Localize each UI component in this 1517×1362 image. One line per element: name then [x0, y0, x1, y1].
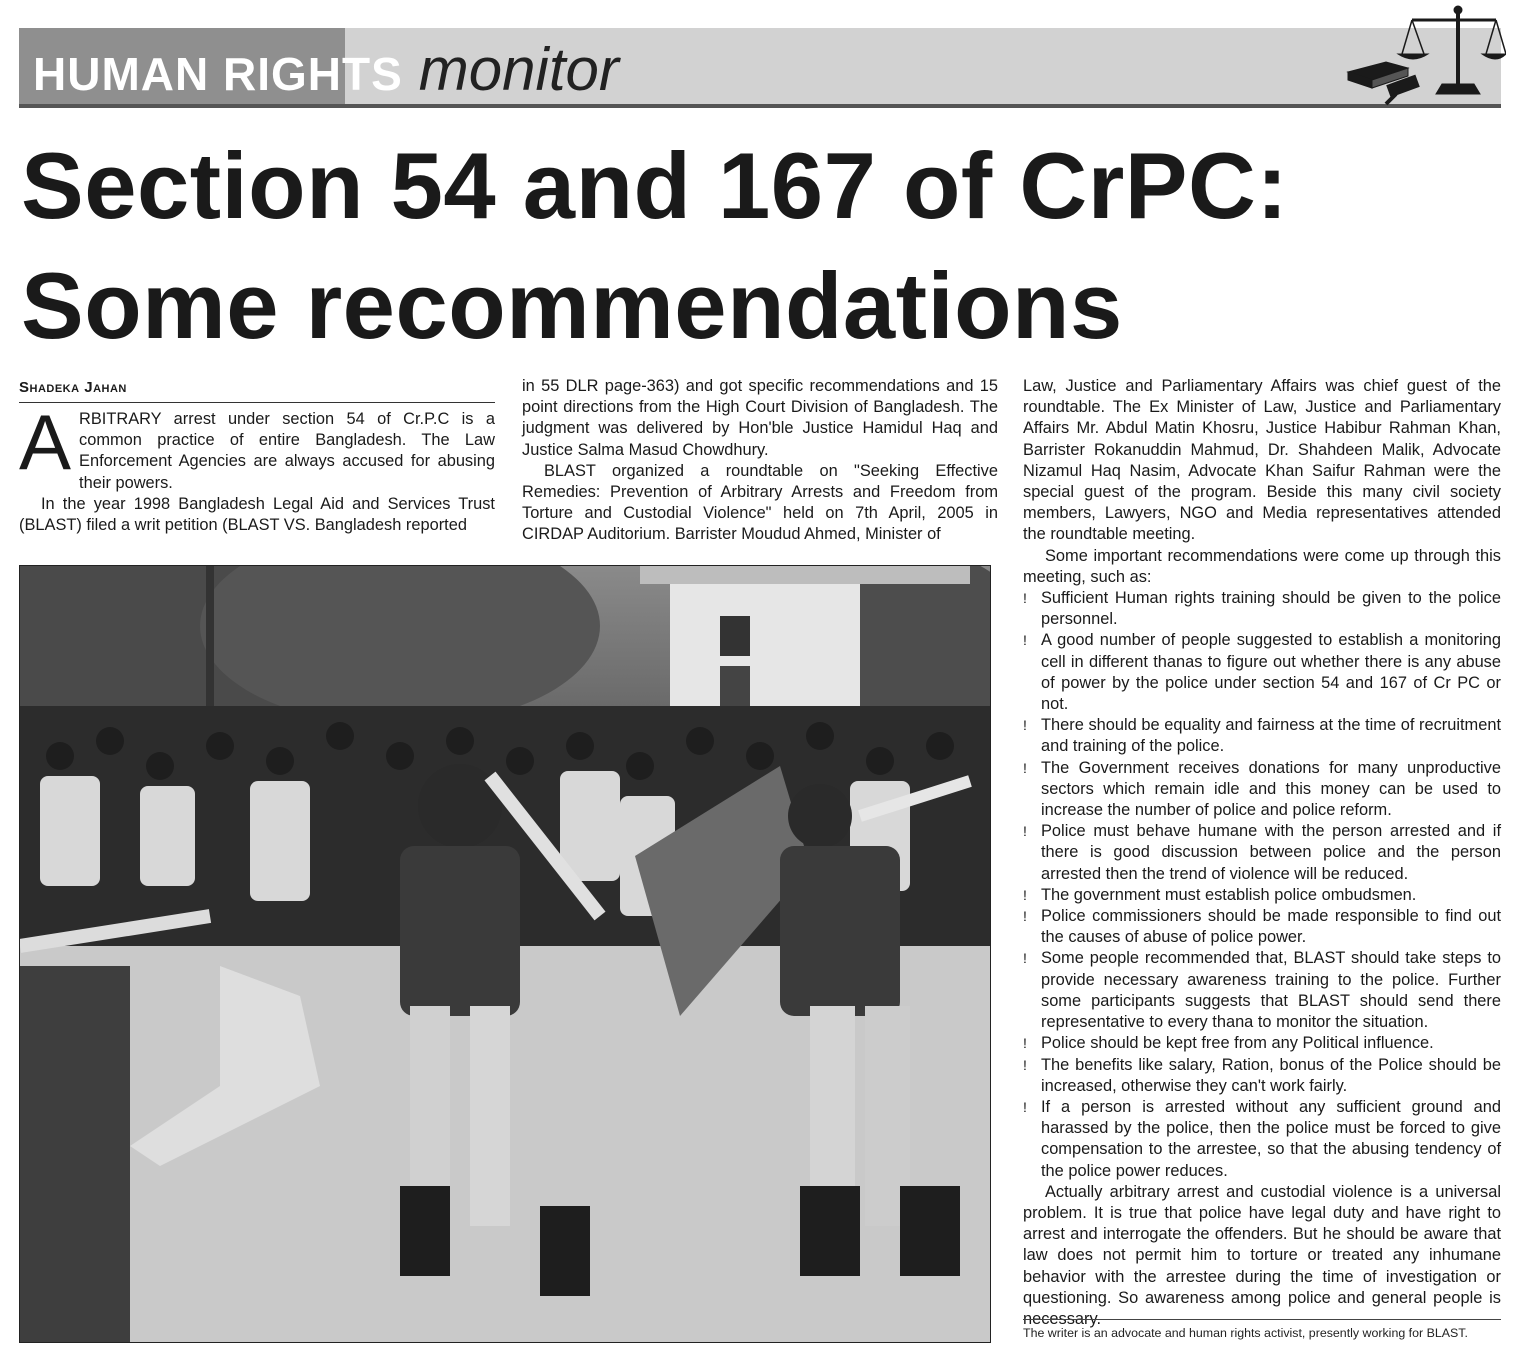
recommendation-item: ! Police commissioners should be made responsible to find out the causes of abuse of police power. — [1023, 907, 1501, 947]
lead-paragraph: ARBITRARY arrest under section 54 of Cr.P.C is a common practice of entire Bangladesh. The Law Enforcement Agencies are always accused for abusing their powers. — [19, 398, 495, 492]
conclusion-paragraph: Actually arbitrary arrest and custodial violence is a universal problem. It is true that police have legal duty and have right to arrest and interrogate the offenders. But he should be aware that law does not permit him to torture or treated any inhumane behavior with the arrestee during the time of investigation or questioning. So awareness among police and general people is necessary. — [1023, 1182, 1501, 1328]
recommendation-item: ! There should be equality and fairness at the time of recruitment and training of the police. — [1023, 716, 1501, 756]
recommendations-list — [1023, 588, 1501, 1182]
exclamation-bullet-icon: ! — [1023, 886, 1027, 903]
exclamation-bullet-icon: ! — [1023, 908, 1027, 925]
exclamation-bullet-icon: ! — [1023, 717, 1027, 734]
section-banner — [19, 28, 1501, 108]
exclamation-bullet-icon: ! — [1023, 1056, 1027, 1073]
drop-cap: A — [19, 398, 72, 486]
recommendation-item: ! The government must establish police ombudsmen. — [1023, 885, 1501, 906]
recommendation-item: ! Sufficient Human rights training should be given to the police personnel. — [1023, 589, 1501, 629]
paragraph: in 55 DLR page-363) and got specific recommendations and 15 point directions from the High Court Division of Bangladesh. The judgment was delivered by Hon'ble Justice Hamidul Haq and Justice Salma Masud Chowdhury. — [522, 377, 998, 459]
photo-illustration — [20, 566, 991, 1343]
article-column-3 — [1023, 376, 1501, 1330]
article-column-1 — [19, 378, 495, 536]
article-column-2 — [522, 376, 998, 546]
paragraph: Law, Justice and Parliamentary Affairs was chief guest of the roundtable. The Ex Minister of Law, Justice and Parliamentary Affairs Mr. Abdul Matin Khosru, Justice Habibur Rahman Khan, Barrister Rokanuddin Mahmud, Dr. Shahdeen Malik, Advocate Nizamul Haq Nasim, Advocate Khan Saifur Rahman were the special guest of the program. Beside this many civil society members, Lawyers, NGO and Media representatives attended the roundtable meeting. — [1023, 377, 1501, 544]
recommendation-item: ! A good number of people suggested to establish a monitoring cell in different thanas to figure out whether there is any abuse of power by the police under section 54 and 167 of Cr PC or not. — [1023, 631, 1501, 714]
recommendation-item: ! Police should be kept free from any Political influence. — [1023, 1033, 1501, 1054]
exclamation-bullet-icon: ! — [1023, 590, 1027, 607]
exclamation-bullet-icon: ! — [1023, 1035, 1027, 1052]
exclamation-bullet-icon: ! — [1023, 950, 1027, 967]
author-byline: Shadeka Jahan — [19, 378, 495, 403]
recommendation-item: ! Police must behave humane with the person arrested and if there is good discussion between police and the person arrested then the trend of violence will be reduced. — [1023, 822, 1501, 883]
article-headline: Section 54 and 167 of CrPC: Some recommendations — [21, 133, 1289, 358]
exclamation-bullet-icon: ! — [1023, 632, 1027, 649]
recommendation-item: ! The Government receives donations for many unproductive sectors which remain idle and this money can be used to increase the number of police and police reform. — [1023, 758, 1501, 820]
scales-of-justice-icon — [1346, 2, 1506, 106]
author-footnote: The writer is an advocate and human rights activist, presently working for BLAST. — [1023, 1326, 1468, 1340]
footnote-divider — [1023, 1319, 1501, 1320]
section-title — [33, 28, 619, 104]
exclamation-bullet-icon: ! — [1023, 759, 1027, 776]
article-photo-police-crowd — [19, 565, 991, 1343]
section-name-italic: monitor — [418, 36, 619, 103]
section-name-bold: HUMAN RIGHTS — [33, 48, 403, 100]
paragraph: Some important recommendations were come up through this meeting, such as: — [1023, 546, 1501, 586]
recommendation-item: ! If a person is arrested without any sufficient ground and harassed by the police, then the police must be forced to give compensation to the arrestee, so that the abusing tendency of the police power reduces. — [1023, 1097, 1501, 1180]
paragraph: BLAST organized a roundtable on "Seeking Effective Remedies: Prevention of Arbitrary Arrests and Freedom from Torture and Custodial Violence" held on 7th April, 2005 in CIRDAP Auditorium. Barrister Moudud Ahmed, Minister of — [522, 461, 998, 544]
exclamation-bullet-icon: ! — [1023, 823, 1027, 840]
exclamation-bullet-icon: ! — [1023, 1098, 1027, 1115]
recommendation-item: ! Some people recommended that, BLAST should take steps to provide necessary awareness training to the police. Further some participants suggests that BLAST should send there representative to every thana to monitor the situation. — [1023, 949, 1501, 1032]
paragraph: In the year 1998 Bangladesh Legal Aid and Services Trust (BLAST) filed a writ petition (BLAST VS. Bangladesh reported — [19, 494, 495, 535]
recommendation-item: ! The benefits like salary, Ration, bonus of the Police should be increased, otherwise they can't work fairly. — [1023, 1055, 1501, 1095]
